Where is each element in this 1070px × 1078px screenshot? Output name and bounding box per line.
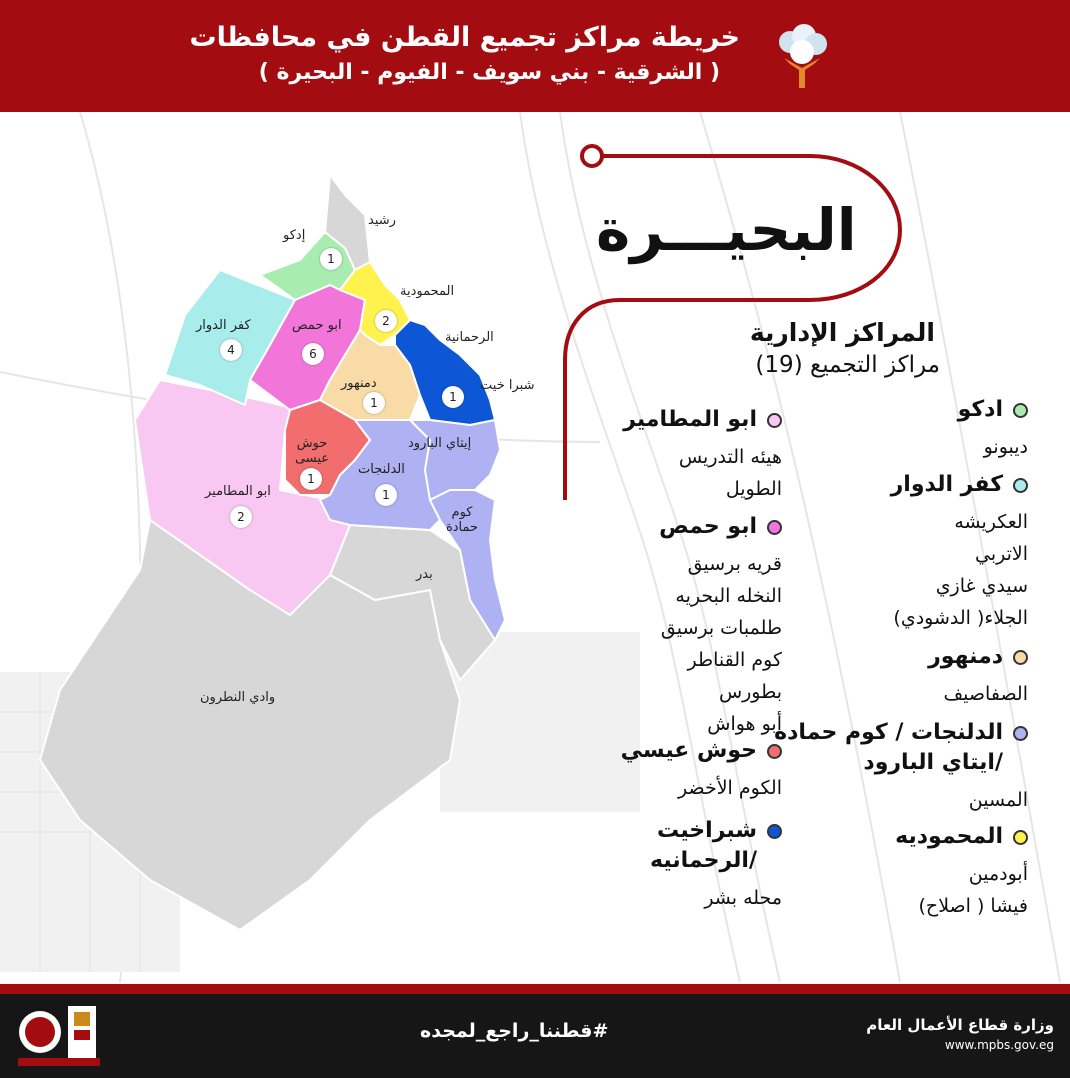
beheira-map (0, 112, 620, 982)
legend-item: بطورس (718, 681, 782, 703)
legend-color-dot-icon (1013, 650, 1028, 665)
legend-entry (958, 395, 1028, 463)
count-badge-idku: 1 (320, 248, 342, 270)
legend-item: النخله البحريه (675, 585, 782, 607)
map-label-shubrakhit: شبرا خيت (480, 378, 535, 393)
legend-color-dot-icon (1013, 403, 1028, 418)
legend-item: كوم القناطر (687, 649, 782, 671)
ministry-name: وزارة قطاع الأعمال العام (866, 1016, 1054, 1034)
legend-item: أبو هواش (707, 713, 782, 735)
legend-item: أبودمين (968, 863, 1028, 885)
legend-color-dot-icon (767, 413, 782, 428)
legend-item: فيشا ( اصلاح) (918, 895, 1028, 917)
legend-color-dot-icon (1013, 726, 1028, 741)
map-label-kom-hamada: كوم حمادة (445, 505, 479, 535)
legend-item: المسين (968, 789, 1028, 811)
map-label-damanhour: دمنهور (341, 376, 377, 391)
legend-center-name: المحموديه (895, 824, 1003, 849)
count-badge-kafr-el-dawwar: 4 (220, 339, 242, 361)
map-label-rahmaniya: الرحمانية (445, 330, 494, 345)
legend-center-name: ابو حمص (659, 514, 757, 539)
legend-entry (895, 822, 1028, 922)
count-badge-delengat: 1 (375, 484, 397, 506)
map-label-rashid: رشيد (368, 213, 396, 228)
legend-item: قريه برسيق (687, 553, 782, 575)
map-label-kafr-el-dawwar: كفر الدوار (196, 318, 251, 333)
legend-item: العكريشه (954, 511, 1028, 533)
legend-entry (659, 512, 782, 740)
legend-center-name: دمنهور (928, 644, 1003, 669)
legend-color-dot-icon (767, 520, 782, 535)
legend-item: سيدي غازي (935, 575, 1028, 597)
legend-entry (891, 470, 1028, 634)
map-label-delengat: الدلنجات (358, 462, 405, 477)
count-badge-hosh-eissa: 1 (300, 468, 322, 490)
map-label-abu-matamir: ابو المطامير (205, 484, 271, 499)
legend-center-name: كفر الدوار (890, 472, 1003, 497)
legend-item: ديبونو (983, 436, 1028, 458)
admin-centers-heading: المراكز الإدارية (749, 318, 935, 347)
map-label-badr: بدر (416, 567, 433, 582)
legend-entry (650, 816, 782, 914)
legend-color-dot-icon (767, 824, 782, 839)
legend-entry (621, 736, 782, 804)
count-badge-abu-matamir: 2 (230, 506, 252, 528)
legend-item: الاتربي (974, 543, 1028, 565)
header-title: خريطة مراكز تجميع القطن في محافظات (189, 22, 740, 53)
cotton-icon (772, 24, 832, 90)
count-badge-damanhour: 1 (363, 392, 385, 414)
map-label-abu-hummus: ابو حمص (292, 318, 342, 333)
count-badge-shubrakhit: 1 (442, 386, 464, 408)
legend-item: الطويل (725, 478, 782, 500)
map-label-wadi-natrun: وادي النطرون (200, 690, 276, 705)
legend-center-name: ابو المطامير (623, 407, 757, 432)
map-label-idku: إدكو (283, 228, 306, 243)
legend-entry (623, 405, 782, 505)
legend-color-dot-icon (1013, 478, 1028, 493)
website-link[interactable]: www.mpbs.gov.eg (944, 1038, 1054, 1052)
legend-entry (774, 718, 1028, 816)
legend-entry (928, 642, 1028, 710)
map-label-hosh-eissa: حوش عيسى (294, 436, 330, 466)
legend-item: الكوم الأخضر (678, 777, 782, 799)
legend-item: محله بشر (704, 887, 782, 909)
legend-color-dot-icon (1013, 830, 1028, 845)
legend-item: الجلاء( الدشودي) (893, 607, 1028, 629)
legend-center-name: الدلنجات / كوم حماده /ايتاي البارود (774, 720, 1003, 775)
count-badge-mahmoudia: 2 (375, 310, 397, 332)
collection-centers-heading: مراكز التجميع (19) (755, 352, 940, 378)
legend-item: طلمبات برسيق (660, 617, 782, 639)
count-badge-abu-hummus: 6 (302, 343, 324, 365)
map-label-mahmoudia: المحمودية (400, 284, 455, 299)
legend-item: الصفاصيف (943, 683, 1028, 705)
header-subtitle: ( الشرقية - بني سويف - الفيوم - البحيرة ) (258, 60, 720, 85)
footer-accent-strip (0, 984, 1070, 994)
map-label-itay-el-barud: إيتاي البارود (408, 436, 472, 451)
governorate-title: البحيـــرة (596, 196, 857, 264)
header-bar (0, 0, 1070, 112)
legend-center-name: ادكو (957, 397, 1003, 422)
ministry-logo (18, 1000, 100, 1068)
hashtag: #قطننا_راجع_لمجده (420, 1020, 609, 1042)
legend-item: هيئه التدريس (678, 446, 782, 468)
legend-center-name: حوش عيسي (620, 738, 757, 763)
legend-center-name: شبراخيت /الرحمانيه (650, 818, 757, 873)
